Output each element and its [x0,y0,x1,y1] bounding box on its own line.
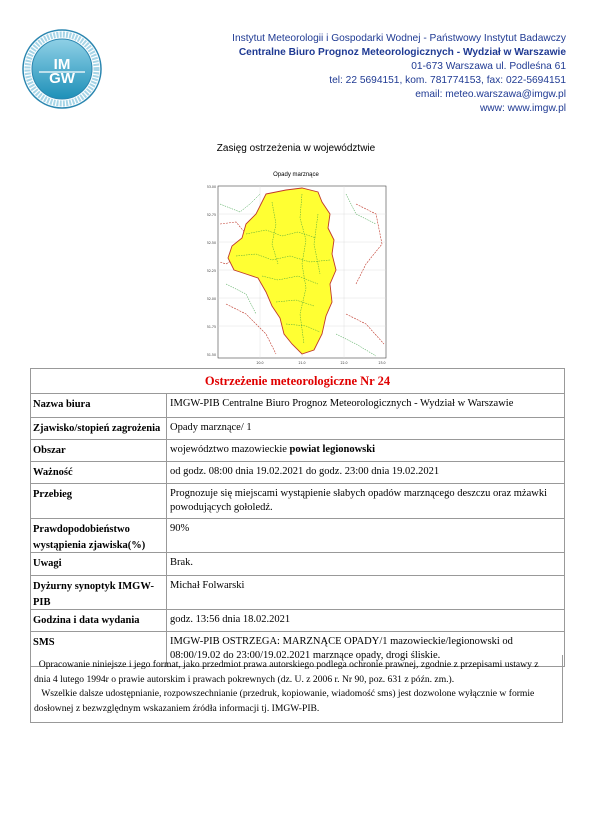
row-value: Brak. [170,557,194,568]
row-value: 90% [170,523,190,534]
warning-table [30,368,565,667]
row-label: Obszar [31,440,167,461]
county-name: powiat legionowski [289,444,376,455]
table-row [31,440,564,462]
phone-numbers: tel: 22 5694151, kom. 781774153, fax: 022-5694151 [329,75,566,86]
table-row [31,576,564,610]
map-subtitle: Opady marznące [273,172,319,178]
row-value: Prognozuje się miejscami wystąpienie słabych opadów marznącego deszczu oraz mżawki powodujących gołoledź. [170,488,547,513]
table-row [31,553,564,576]
row-value: Michał Folwarski [170,580,245,591]
table-row [31,610,564,632]
distribution-text: Wszelkie dalsze udostępnianie, rozpowszechnianie (przedruk, kopiowanie, wiadomość sms) jest dozwolone wyłącznie w formie dosłownej z bezwzględnym wskazaniem źródła informacji tj. IMGW-PIB. [34,688,535,714]
y-tick: 51.75 [206,325,216,329]
x-tick: 20.0 [256,361,264,365]
warning-area-map [206,184,388,366]
copyright-paragraph [34,658,557,687]
copyright-text: Opracowanie niniejsze i jego format, jako przedmiot prawa autorskiego podlega ochronie prawnej, zgodnie z przepisami ustawy z dnia 4 lutego 1994r o prawie autorskim i prawach pokrewnych (dz. U. z 2006 r. Nr 90, poz. 631 z późn. zm.). [34,659,539,685]
row-label: Godzina i data wydania [31,610,167,631]
table-row [31,519,564,553]
table-row [31,418,564,440]
x-tick: 21.0 [298,361,306,365]
row-label: Ważność [31,462,167,483]
office-name: Centralne Biuro Prognoz Meteorologicznych - Wydział w Warszawie [238,47,566,58]
distribution-paragraph [34,687,557,716]
table-row [31,462,564,484]
svg-text:IM: IM [53,56,71,73]
row-value: IMGW-PIB OSTRZEGA: MARZNĄCE OPADY/1 mazowieckie/legionowski od 08:00/19.02 do 23:00/19.02.2021 marznące opady, drogi śliskie. [170,636,513,661]
row-value: od godz. 08:00 dnia 19.02.2021 do godz. 23:00 dnia 19.02.2021 [170,466,440,477]
row-value: Opady marznące/ 1 [170,422,252,433]
y-tick: 52.50 [206,241,216,245]
region-name: województwo mazowieckie [170,444,287,455]
row-value: IMGW-PIB Centralne Biuro Prognoz Meteorologicznych - Wydział w Warszawie [170,398,514,409]
row-label: Prawdopodobieństwo wystąpienia zjawiska(%) [31,519,167,552]
y-tick: 52.25 [206,269,216,273]
map-title: Zasięg ostrzeżenia w województwie [216,143,376,154]
x-tick: 23.0 [378,361,386,365]
row-value [167,440,564,461]
x-tick: 22.0 [340,361,348,365]
institute-name: Instytut Meteorologii i Gospodarki Wodnej - Państwowy Instytut Badawczy [232,33,566,44]
row-label: Uwagi [31,553,167,575]
row-label: Zjawisko/stopień zagrożenia [31,418,167,439]
row-label: SMS [31,632,167,666]
y-tick: 52.00 [206,297,216,301]
row-label: Przebieg [31,484,167,518]
row-label: Nazwa biura [31,394,167,417]
warning-title: Ostrzeżenie meteorologiczne Nr 24 [31,369,564,394]
website[interactable]: www: www.imgw.pl [479,103,566,114]
y-tick: 53.00 [206,185,216,189]
copyright-notice [30,655,563,723]
table-row [31,484,564,519]
svg-text:GW: GW [49,70,75,87]
address: 01-673 Warszawa ul. Podleśna 61 [411,61,566,72]
imgw-logo [22,29,102,109]
row-label: Dyżurny synoptyk IMGW-PIB [31,576,167,609]
row-value: godz. 13:56 dnia 18.02.2021 [170,614,291,625]
y-tick: 51.50 [206,353,216,357]
y-tick: 52.75 [206,213,216,217]
table-row [31,394,564,418]
email[interactable]: email: meteo.warszawa@imgw.pl [415,89,566,100]
